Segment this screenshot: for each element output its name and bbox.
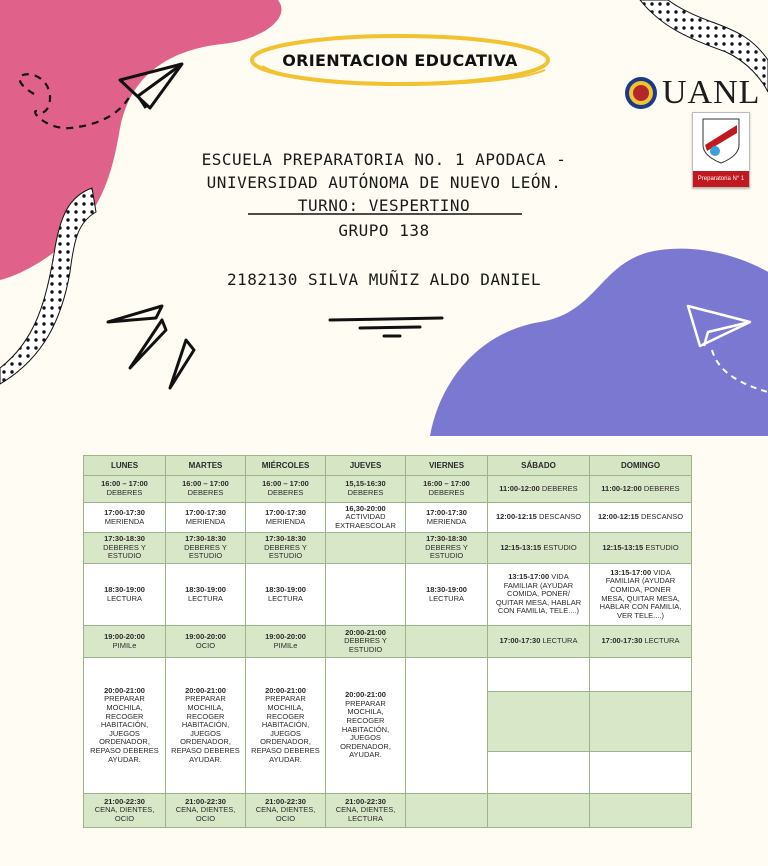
uanl-seal-icon [624, 76, 658, 110]
day-header: MARTES [166, 456, 246, 476]
schedule-cell: 17:00-17:30 LECTURA [488, 626, 590, 658]
day-header: JUEVES [326, 456, 406, 476]
table-row [84, 533, 692, 564]
page-title-box [250, 36, 550, 84]
schedule-cell: 16:00 – 17:00 DEBERES [166, 476, 246, 503]
schedule-cell: 12:00-12:15 DESCANSO [590, 503, 692, 533]
schedule-cell [326, 533, 406, 564]
table-row [84, 564, 692, 626]
schedule-cell: 17:00-17:30 MERIENDA [246, 503, 326, 533]
spark-lines-icon [108, 306, 194, 388]
schedule-cell: 20:00-21:00 PREPARAR MOCHILA, RECOGER HABITACIÓN, JUEGOS ORDENADOR, AYUDAR. [326, 658, 406, 794]
table-row [84, 794, 692, 828]
header-row [84, 456, 692, 476]
schedule-cell: 17:00-17:30 MERIENDA [84, 503, 166, 533]
schedule-cell: 18:30-19:00 LECTURA [406, 564, 488, 626]
day-header: LUNES [84, 456, 166, 476]
schedule-cell: 16:00 – 17:00 DEBERES [246, 476, 326, 503]
schedule-cell: 11:00-12:00 DEBERES [590, 476, 692, 503]
uanl-logo [624, 74, 760, 112]
schedule-cell: 17:30-18:30 DEBERES Y ESTUDIO [84, 533, 166, 564]
underline-decoration [330, 318, 442, 336]
schedule-cell: 17:30-18:30 DEBERES Y ESTUDIO [166, 533, 246, 564]
weekly-schedule-table [83, 455, 692, 828]
page-title: ORIENTACION EDUCATIVA [282, 50, 518, 70]
schedule-cell [406, 794, 488, 828]
schedule-cell: 13:15-17:00 VIDA FAMILIAR (AYUDAR COMIDA, PONER MESA, QUITAR MESA, HABLAR CON FAMILIA, VER TELE....) [590, 564, 692, 626]
shift-label: TURNO: VESPERTINO [297, 196, 471, 215]
schedule-cell: 20:00-21:00 DEBERES Y ESTUDIO [326, 626, 406, 658]
schedule-cell [406, 626, 488, 658]
schedule-cell: 12:00-12:15 DESCANSO [488, 503, 590, 533]
prepa-logo [692, 112, 750, 188]
schedule-cell: 18:30-19:00 LECTURA [84, 564, 166, 626]
prepa-caption: Preparatoria N° 1 [693, 171, 749, 187]
table-row [84, 476, 692, 503]
schedule-cell: 19:00-20:00 OCIO [166, 626, 246, 658]
table-row [84, 658, 692, 692]
day-header: DOMINGO [590, 456, 692, 476]
schedule-cell: 16,30-20:00 ACTIVIDAD EXTRAESCOLAR [326, 503, 406, 533]
student-name: 2182130 SILVA MUÑIZ ALDO DANIEL [226, 270, 542, 289]
schedule-cell: 11:00-12:00 DEBERES [488, 476, 590, 503]
group-label: GRUPO 138 [338, 221, 430, 240]
day-header: VIERNES [406, 456, 488, 476]
schedule-cell: 20:00-21:00 PREPARAR MOCHILA, RECOGER HABITACIÓN, JUEGOS ORDENADOR, REPASO DEBERES AYUDAR. [84, 658, 166, 794]
schedule-cell [590, 658, 692, 692]
schedule-cell: 21:00-22:30 CENA, DIENTES, OCIO [84, 794, 166, 828]
schedule-cell: 15,15-16:30 DEBERES [326, 476, 406, 503]
uanl-wordmark: UANL [662, 74, 761, 111]
schedule-cell [488, 658, 590, 692]
schedule-cell: 13:15-17:00 VIDA FAMILIAR (AYUDAR COMIDA, PONER/ QUITAR MESA, HABLAR CON FAMILIA, TELE....) [488, 564, 590, 626]
schedule-cell: 17:00-17:30 LECTURA [590, 626, 692, 658]
day-header: SÁBADO [488, 456, 590, 476]
schedule-cell: 18:30-19:00 LECTURA [166, 564, 246, 626]
schedule-cell [590, 752, 692, 794]
schedule-cell: 20:00-21:00 PREPARAR MOCHILA, RECOGER HABITACIÓN, JUEGOS ORDENADOR, REPASO DEBERES AYUDAR. [246, 658, 326, 794]
day-header: MIÉRCOLES [246, 456, 326, 476]
schedule-cell [406, 658, 488, 794]
schedule-cell: 17:30-18:30 DEBERES Y ESTUDIO [406, 533, 488, 564]
school-name-line1: ESCUELA PREPARATORIA NO. 1 APODACA - [201, 150, 567, 169]
prepa-shield-icon [701, 117, 741, 165]
schedule-cell [488, 794, 590, 828]
schedule-cell: 16:00 – 17:00 DEBERES [84, 476, 166, 503]
schedule-cell: 19:00-20:00 PIMILe [246, 626, 326, 658]
schedule-cell: 21:00-22:30 CENA, DIENTES, LECTURA [326, 794, 406, 828]
schedule-cell [590, 794, 692, 828]
table-row [84, 503, 692, 533]
schedule-cell: 17:30-18:30 DEBERES Y ESTUDIO [246, 533, 326, 564]
schedule-cell: 17:00-17:30 MERIENDA [406, 503, 488, 533]
schedule-cell: 17:00-17:30 MERIENDA [166, 503, 246, 533]
schedule-cell: 21:00-22:30 CENA, DIENTES, OCIO [166, 794, 246, 828]
schedule-cell [488, 752, 590, 794]
school-name-line2: UNIVERSIDAD AUTÓNOMA DE NUEVO LEÓN. [206, 173, 562, 192]
schedule-cell: 18:30-19:00 LECTURA [246, 564, 326, 626]
schedule-cell: 12:15-13:15 ESTUDIO [590, 533, 692, 564]
schedule-cell: 12:15-13:15 ESTUDIO [488, 533, 590, 564]
schedule-cell [326, 564, 406, 626]
schedule-cell: 20:00-21:00 PREPARAR MOCHILA, RECOGER HABITACIÓN, JUEGOS ORDENADOR, REPASO DEBERES AYUDAR. [166, 658, 246, 794]
schedule-cell [590, 692, 692, 752]
schedule-cell: 16:00 – 17:00 DEBERES [406, 476, 488, 503]
schedule-cell: 19:00-20:00 PIMILe [84, 626, 166, 658]
schedule-cell [488, 692, 590, 752]
schedule-cell: 21:00-22:30 CENA, DIENTES, OCIO [246, 794, 326, 828]
table-row [84, 626, 692, 658]
